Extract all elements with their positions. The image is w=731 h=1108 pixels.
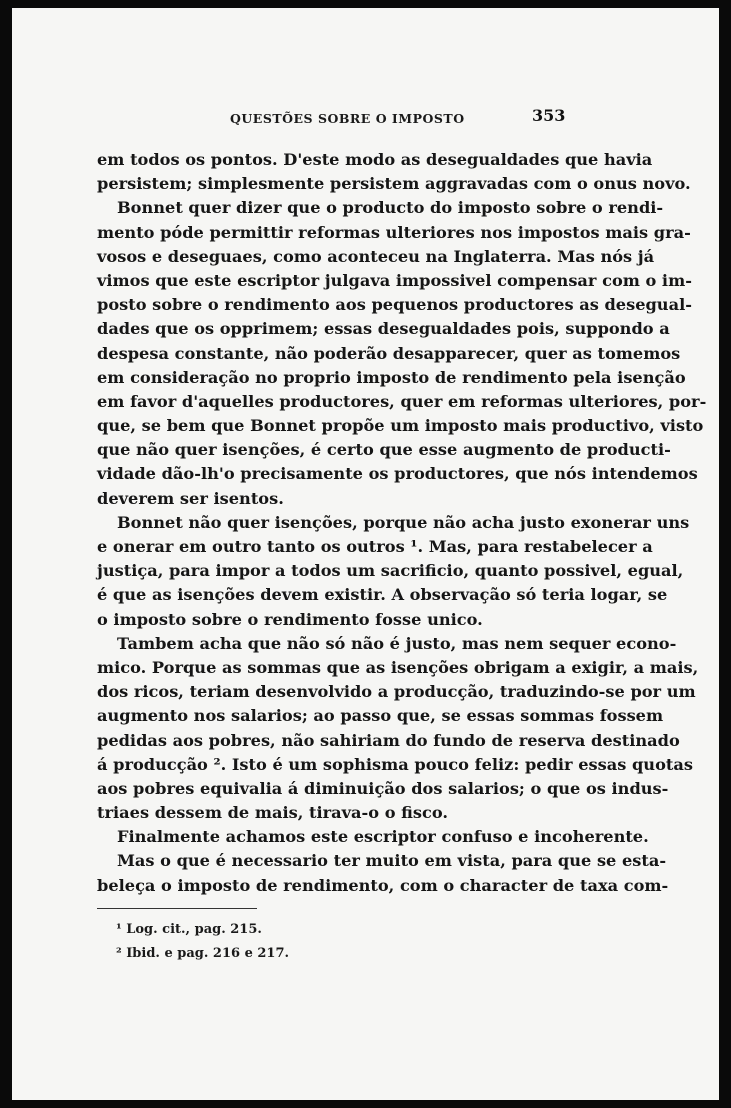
- text-line: que, se bem que Bonnet propõe um imposto mais productivo, visto: [97, 416, 704, 436]
- footnotes: [116, 918, 556, 966]
- text-line: em consideração no proprio imposto de rendimento pela isenção: [97, 367, 686, 387]
- page-header: [12, 106, 719, 136]
- footnote: ¹ Log. cit., pag. 215.: [116, 922, 262, 937]
- text-line: despesa constante, não poderão desapparecer, quer as tomemos: [97, 343, 681, 363]
- footnote-rule: [97, 908, 257, 909]
- running-title: QUESTÕES SOBRE O IMPOSTO: [230, 111, 465, 126]
- text-line: persistem; simplesmente persistem aggravadas com o onus novo.: [97, 174, 691, 194]
- text-line: deverem ser isentos.: [97, 488, 284, 508]
- page-number: 353: [532, 106, 566, 125]
- text-line: augmento nos salarios; ao passo que, se essas sommas fossem: [97, 706, 664, 726]
- text-line: dos ricos, teriam desenvolvido a producção, traduzindo-se por um: [97, 682, 696, 702]
- text-line: que não quer isenções, é certo que esse augmento de producti-: [97, 440, 671, 460]
- text-line: Mas o que é necessario ter muito em vista, para que se esta-: [117, 851, 667, 871]
- text-line: Bonnet quer dizer que o producto do imposto sobre o rendi-: [117, 198, 664, 218]
- text-line: aos pobres equivalia á diminuição dos salarios; o que os indus-: [97, 778, 669, 798]
- text-line: triaes dessem de mais, tirava-o o fisco.: [97, 803, 449, 823]
- text-line: justiça, para impor a todos um sacrificio, quanto possivel, egual,: [97, 561, 684, 581]
- text-line: mico. Porque as sommas que as isenções obrigam a exigir, a mais,: [97, 657, 699, 677]
- text-line: vosos e deseguaes, como aconteceu na Inglaterra. Mas nós já: [97, 246, 655, 266]
- footnote: ² Ibid. e pag. 216 e 217.: [116, 946, 290, 961]
- text-line: pedidas aos pobres, não sahiriam do fundo de reserva destinado: [97, 730, 680, 750]
- text-line: beleça o imposto de rendimento, com o character de taxa com-: [97, 875, 669, 895]
- text-line: em todos os pontos. D'este modo as desegualdades que havia: [97, 150, 653, 169]
- text-line: Tambem acha que não só não é justo, mas nem sequer econo-: [117, 633, 677, 653]
- text-line: posto sobre o rendimento aos pequenos productores as desegual-: [97, 295, 692, 315]
- text-line: Bonnet não quer isenções, porque não acha justo exonerar uns: [117, 512, 690, 532]
- text-line: é que as isenções devem existir. A observação só teria logar, se: [97, 585, 668, 605]
- text-line: dades que os opprimem; essas desegualdades pois, suppondo a: [97, 319, 670, 339]
- text-line: vidade dão-lh'o precisamente os productores, que nós intendemos: [97, 464, 698, 484]
- text-line: mento póde permittir reformas ulteriores nos impostos mais gra-: [97, 222, 691, 242]
- text-line: e onerar em outro tanto os outros ¹. Mas, para restabelecer a: [97, 537, 653, 556]
- text-line: Finalmente achamos este escriptor confuso e incoherente.: [117, 827, 649, 847]
- text-line: o imposto sobre o rendimento fosse unico.: [97, 609, 483, 629]
- text-line: á producção ². Isto é um sophisma pouco feliz: pedir essas quotas: [97, 754, 693, 774]
- book-page: [12, 8, 719, 1100]
- body-text: [97, 148, 707, 898]
- text-line: em favor d'aquelles productores, quer em reformas ulteriores, por-: [97, 391, 707, 411]
- text-line: vimos que este escriptor julgava impossivel compensar com o im-: [97, 270, 692, 290]
